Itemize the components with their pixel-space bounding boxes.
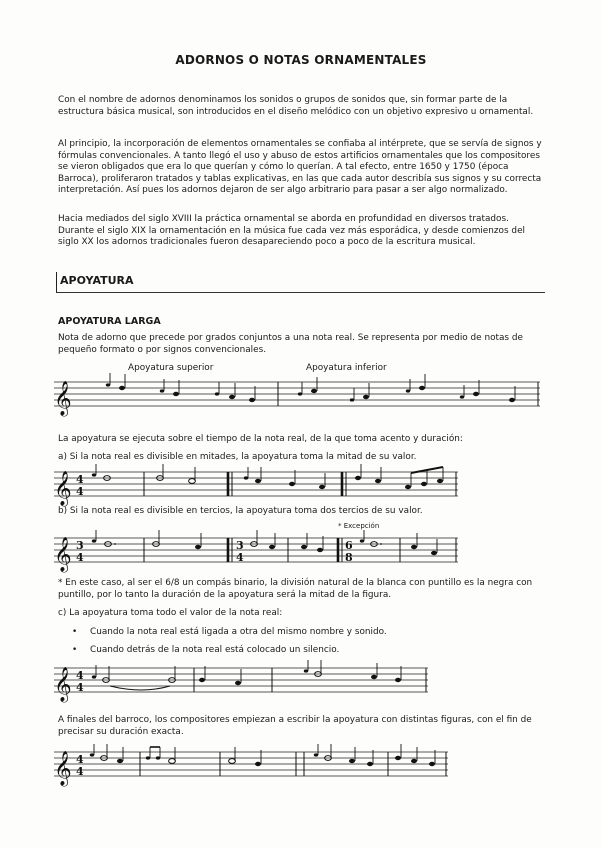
staff-lines	[54, 382, 540, 406]
svg-text:4: 4	[76, 485, 84, 498]
intro-paragraph-2: Al principio, la incorporación de elementos ornamentales se confiaba al intérprete, que se servía de signos y fórmulas convencionales. A tanto llegó el uso y abuso de estos artificios ornamentales que los compositores se vieron obligados que era lo que querían y cómo lo querían. A tal efecto, entre 1650 y 1750 (época Barroca), proliferaron tratados y tablas explicativas, en las que cada autor describía sus signos y su correcta interpretación. Así pues los adornos dejaron de ser algo arbitrario para pasar a ser algo normalizado.	[58, 139, 542, 196]
treble-clef-icon: 𝄞	[54, 471, 72, 506]
execution-text: La apoyatura se ejecuta sobre el tiempo de la nota real, de la que toma acento y duración:	[58, 434, 463, 444]
exception-label: * Excepción	[338, 522, 380, 530]
treble-clef-icon: 𝄞	[54, 751, 72, 786]
bullet-item-2: • Cuando detrás de la nota real está colocado un silencio.	[72, 645, 340, 655]
bullet-item-1: • Cuando la nota real está ligada a otra del mismo nombre y sonido.	[72, 627, 387, 637]
svg-text:8: 8	[345, 551, 353, 564]
svg-text:4: 4	[236, 551, 244, 564]
footnote-text: * En este caso, al ser el 6/8 un compás binario, la división natural de la blanca con puntillo es la negra con puntillo, por lo tanto la duración de la apoyatura será la mitad de la figura.	[58, 578, 533, 600]
section-title: APOYATURA	[60, 274, 134, 287]
case-a-text: a) Si la nota real es divisible en mitades, la apoyatura toma la mitad de su valor.	[58, 452, 417, 462]
notes	[106, 373, 515, 402]
music-staff-2	[52, 464, 462, 504]
treble-clef-icon: 𝄞	[54, 537, 72, 572]
svg-text:3: 3	[76, 539, 84, 552]
svg-text:4: 4	[76, 669, 84, 682]
music-staff-1	[52, 374, 542, 414]
treble-clef-icon: 𝄞	[54, 667, 72, 702]
svg-text:4: 4	[76, 765, 84, 778]
svg-text:4: 4	[76, 753, 84, 766]
case-b-text: b) Si la nota real es divisible en tercios, la apoyatura toma dos tercios de su valor.	[58, 506, 423, 516]
label-upper-appoggiatura: Apoyatura superior	[128, 363, 214, 373]
music-staff-5	[52, 744, 452, 784]
page-title: ADORNOS O NOTAS ORNAMENTALES	[175, 53, 427, 67]
intro-paragraph-1: Con el nombre de adornos denominamos los sonidos o grupos de sonidos que, sin formar parte de la estructura básica musical, son introducidos en el diseño melódico con un objetivo expresivo u ornamental.	[58, 95, 534, 117]
svg-text:6: 6	[345, 539, 353, 552]
case-c-text: c) La apoyatura toma todo el valor de la nota real:	[58, 608, 283, 618]
subsection-title: APOYATURA LARGA	[58, 316, 161, 327]
music-staff-3	[52, 530, 462, 570]
svg-text:3: 3	[236, 539, 244, 552]
music-staff-4	[52, 660, 432, 700]
definition-text: Nota de adorno que precede por grados conjuntos a una nota real. Se representa por medio de notas de pequeño formato o por signos convencionales.	[58, 333, 523, 355]
intro-paragraph-3: Hacia mediados del siglo XVIII la práctica ornamental se aborda en profundidad en diversos tratados. Durante el siglo XIX la ornamentación en la música fue cada vez más esporádica, y desde comienzos del siglo XX los adornos tradicionales fueron desapareciendo poco a poco de la escritura musical.	[58, 214, 525, 248]
svg-text:4: 4	[76, 473, 84, 486]
svg-text:4: 4	[76, 551, 84, 564]
treble-clef-icon: 𝄞	[54, 381, 72, 416]
label-lower-appoggiatura: Apoyatura inferior	[306, 363, 387, 373]
svg-text:4: 4	[76, 681, 84, 694]
section-header	[56, 272, 545, 293]
final-text: A finales del barroco, los compositores empiezan a escribir la apoyatura con distintas figuras, con el fin de precisar su duración exacta.	[58, 715, 532, 737]
